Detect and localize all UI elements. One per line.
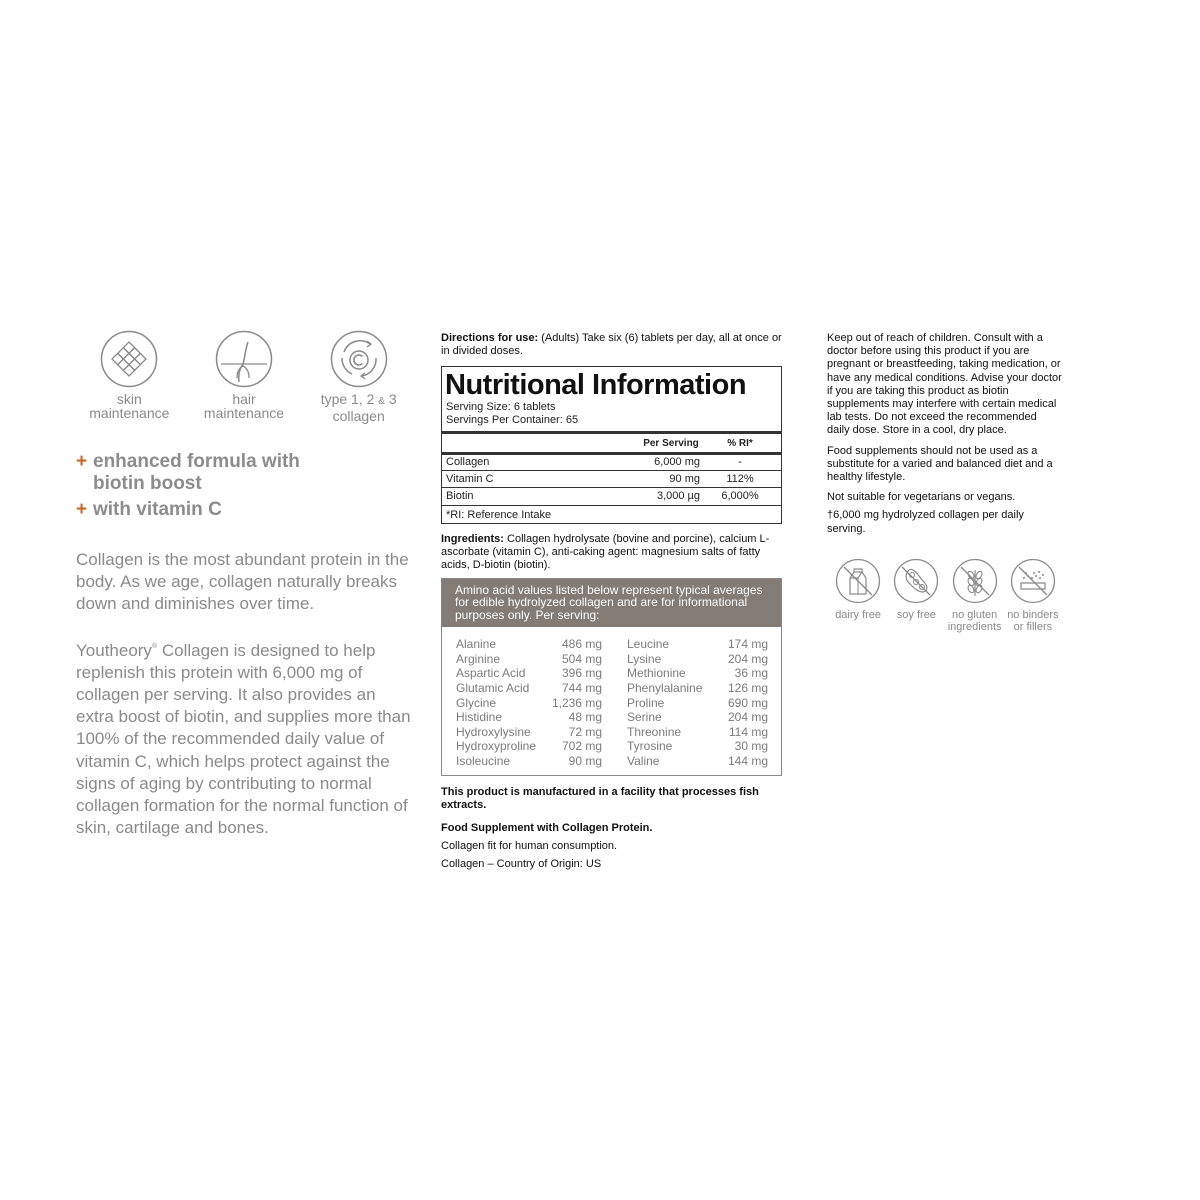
amino-right-name-1: Lysine bbox=[627, 651, 662, 666]
amino-acid-table bbox=[441, 578, 782, 776]
warning-children: Keep out of reach of children. Consult with a doctor before using this product if you are pregnant or breastfeeding, taking medication, or have any medical conditions. Advise your doctor if you are taking this product as biotin supplements may interfere with certain medical lab tests. Do not exceed the recommended daily dose. Store in a cool, dry place. bbox=[827, 332, 1062, 437]
amino-right-value-0: 174 mg bbox=[727, 637, 768, 652]
amino-right-name-0: Leucine bbox=[627, 637, 670, 652]
amino-right-name-3: Phenylalanine bbox=[627, 681, 703, 696]
amino-right-name-6: Threonine bbox=[627, 724, 682, 739]
ingredients: Ingredients: Collagen hydrolysate (bovine and porcine), calcium L-ascorbate (vitamin C), anti-caking agent: magnesium salts of fatty acids, D-biotin (biotin). bbox=[441, 532, 770, 571]
amino-right-name-5: Serine bbox=[627, 710, 662, 725]
collagen-c-cycle-icon bbox=[330, 330, 388, 388]
feature-hair bbox=[187, 330, 302, 423]
amino-grid bbox=[442, 627, 781, 774]
amino-header: Amino acid values listed below represent typical averages for edible hydrolyzed collagen and are for informational purposes only. Per serving: bbox=[442, 579, 781, 628]
feature-collagen-label: type 1, 2 & 3 collagen bbox=[320, 391, 397, 424]
amino-right-value-8: 144 mg bbox=[727, 754, 768, 769]
amino-left-name-6: Hydroxylysine bbox=[456, 724, 531, 739]
skin-grid-icon bbox=[100, 330, 158, 388]
badge-dairy-free: dairy free bbox=[829, 558, 887, 633]
human-consumption: Collagen fit for human consumption. bbox=[441, 839, 618, 852]
label-column bbox=[441, 332, 783, 876]
amino-right-name-8: Valine bbox=[627, 754, 660, 769]
amino-right-value-2: 36 mg bbox=[734, 666, 768, 681]
binder-crossed-icon bbox=[1010, 558, 1056, 604]
description-paragraph-1: Collagen is the most abundant protein in the body. As we age, collagen naturally breaks down and diminishes over time. bbox=[76, 550, 409, 614]
features-column bbox=[76, 330, 416, 839]
badge-no-binders: no binders or fillers bbox=[1004, 558, 1062, 633]
nutrition-title: Nutritional Information bbox=[445, 369, 747, 401]
amino-right-name-7: Tyrosine bbox=[627, 739, 673, 754]
plus-icon: + bbox=[76, 499, 88, 520]
amino-right-value-4: 690 mg bbox=[727, 695, 768, 710]
amino-right-value-6: 114 mg bbox=[728, 724, 768, 739]
feature-hair-label: hair maintenance bbox=[203, 391, 285, 421]
bullet-vitamin-c: + with vitamin C bbox=[76, 499, 222, 520]
amino-right-name-4: Proline bbox=[627, 695, 665, 710]
amino-left-name-4: Glycine bbox=[456, 695, 497, 710]
amino-right-value-7: 30 mg bbox=[734, 739, 768, 754]
product-notes bbox=[441, 786, 783, 871]
ri-footnote: *RI: Reference Intake bbox=[442, 505, 781, 523]
warning-diet: Food supplements should not be used as a substitute for a varied and balanced diet and a healthy lifestyle. bbox=[827, 444, 1053, 484]
amino-left-name-5: Histidine bbox=[456, 710, 503, 725]
amino-left-value-2: 396 mg bbox=[561, 666, 602, 681]
serving-size: Serving Size: 6 tablets bbox=[446, 401, 556, 413]
servings-per-container: Servings Per Container: 65 bbox=[446, 414, 579, 426]
nutrition-row-biotin: Biotin 3,000 µg 6,000% bbox=[442, 487, 781, 505]
amino-left-value-5: 48 mg bbox=[568, 710, 602, 725]
directions: Directions for use: (Adults) Take six (6) tablets per day, all at once or in divided doses. bbox=[441, 332, 782, 357]
amino-left-value-4: 1,236 mg bbox=[551, 695, 602, 710]
amino-left-name-2: Aspartic Acid bbox=[456, 666, 526, 681]
amino-left-name-8: Isoleucine bbox=[456, 754, 511, 769]
wheat-crossed-icon bbox=[952, 558, 998, 604]
feature-icons bbox=[76, 330, 416, 423]
food-supplement: Food Supplement with Collagen Protein. bbox=[441, 821, 653, 834]
amino-left-name-7: Hydroxyproline bbox=[456, 739, 537, 754]
benefit-bullets bbox=[76, 451, 416, 521]
feature-skin bbox=[72, 330, 187, 423]
country-of-origin: Collagen – Country of Origin: US bbox=[441, 857, 602, 870]
bullet-biotin: + enhanced formula with biotin boost bbox=[76, 451, 300, 494]
soy-crossed-icon bbox=[893, 558, 939, 604]
amino-left-value-3: 744 mg bbox=[561, 681, 602, 696]
amino-left-value-0: 486 mg bbox=[561, 637, 602, 652]
milk-carton-crossed-icon bbox=[835, 558, 881, 604]
amino-left-value-7: 702 mg bbox=[561, 739, 602, 754]
nutrition-row-collagen: Collagen 6,000 mg - bbox=[442, 452, 781, 470]
fish-notice: This product is manufactured in a facility that processes fish extracts. bbox=[441, 785, 759, 811]
amino-left-value-8: 90 mg bbox=[568, 754, 602, 769]
amino-right-name-2: Methionine bbox=[627, 666, 686, 681]
amino-left-name-0: Alanine bbox=[456, 637, 497, 652]
description-paragraph-2: Youtheory® Collagen is designed to help replenish this protein with 6,000 mg of collagen per serving. It also provides an extra boost of biotin, and supplies more than 100% of the recommended daily value of vitamin C, which helps protect against the signs of aging by contributing to normal collagen formation for the normal function of skin, cartilage and bones. bbox=[76, 640, 411, 838]
amino-left-name-3: Glutamic Acid bbox=[456, 681, 530, 696]
amino-right-value-1: 204 mg bbox=[727, 651, 768, 666]
badge-no-gluten: no gluten ingredients bbox=[946, 558, 1004, 633]
warning-vegetarian: Not suitable for vegetarians or vegans. bbox=[827, 491, 1016, 504]
plus-icon: + bbox=[76, 451, 88, 472]
nutrition-header-row: Per Serving % RI* bbox=[442, 431, 781, 452]
free-from-badges bbox=[829, 558, 1062, 633]
amino-left-value-6: 72 mg bbox=[568, 724, 602, 739]
feature-collagen bbox=[301, 330, 416, 423]
nutrition-row-vitamin-c: Vitamin C 90 mg 112% bbox=[442, 470, 781, 488]
amino-left-value-1: 504 mg bbox=[561, 651, 602, 666]
hair-follicle-icon bbox=[215, 330, 273, 388]
amino-right-value-5: 204 mg bbox=[727, 710, 768, 725]
badge-soy-free: soy free bbox=[887, 558, 945, 633]
feature-skin-label: skin maintenance bbox=[89, 391, 170, 421]
amino-left-name-1: Arginine bbox=[456, 651, 501, 666]
collagen-footnote: †6,000 mg hydrolyzed collagen per daily serving. bbox=[827, 509, 1024, 535]
nutrition-table bbox=[441, 366, 782, 524]
amino-right-value-3: 126 mg bbox=[727, 681, 768, 696]
warnings-column bbox=[827, 332, 1062, 633]
